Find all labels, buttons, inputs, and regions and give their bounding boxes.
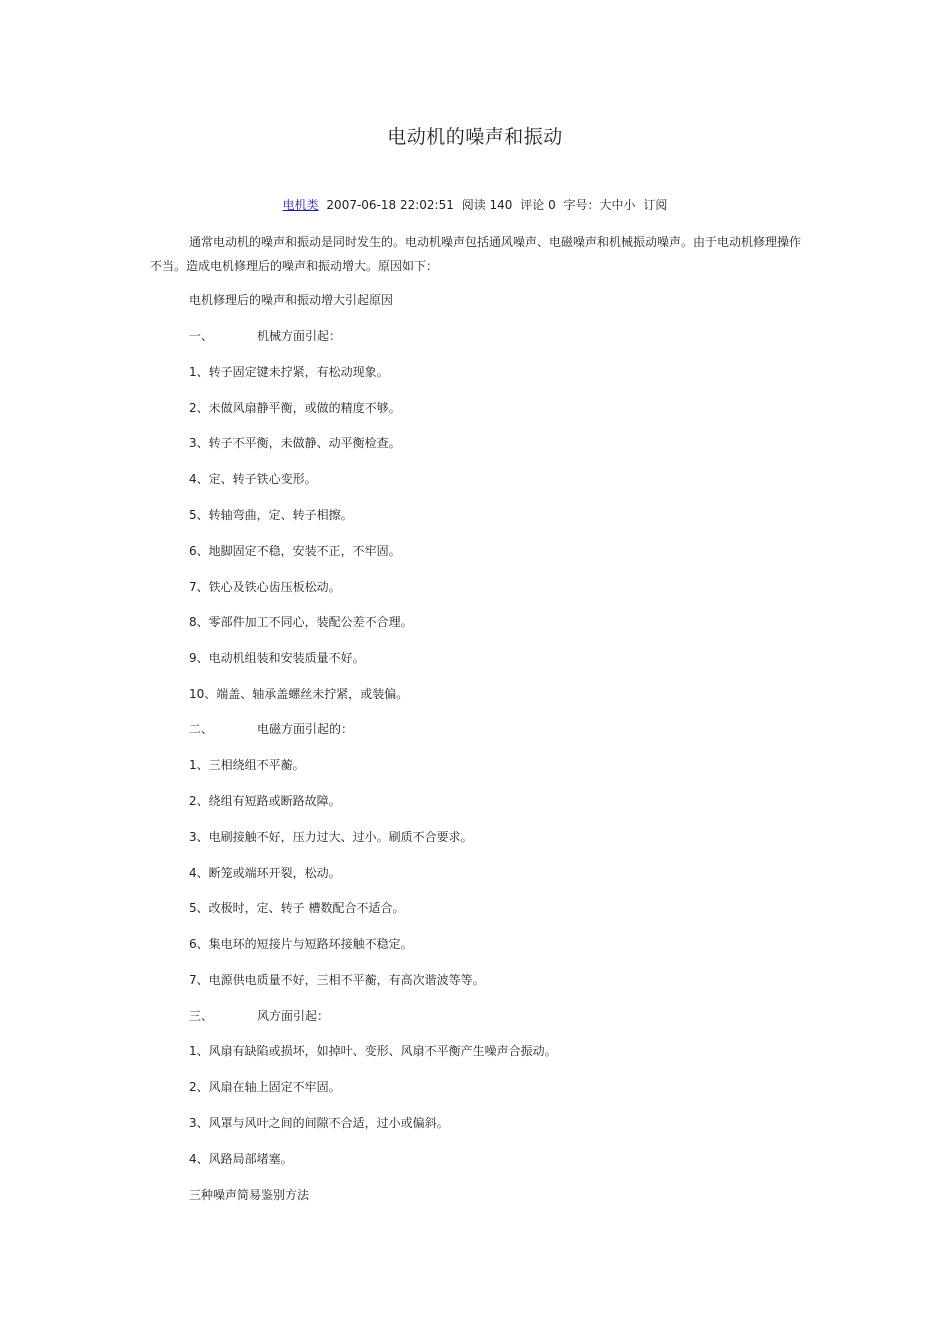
post-datetime: 2007-06-18 22:02:51 [326, 198, 454, 212]
list-item: 2、风扇在轴上固定不牢固。 [189, 1080, 341, 1094]
list-item: 5、转轴弯曲，定、转子相擦。 [189, 508, 353, 522]
font-size-control[interactable]: 字号：大中小 [563, 198, 636, 212]
subscribe-link[interactable]: 订阅 [643, 198, 668, 212]
list-item: 5、改极时，定、转子 槽数配合不适合。 [189, 901, 405, 915]
list-item: 7、铁心及铁心齿压板松动。 [189, 580, 341, 594]
list-item: 1、三相绕组不平蘅。 [189, 758, 305, 772]
category-link[interactable]: 电机类 [282, 198, 319, 212]
comment-count[interactable]: 评论 0 [520, 198, 556, 212]
section-title: 电磁方面引起的： [257, 722, 354, 736]
section-heading-electromagnetic [189, 721, 353, 737]
section-heading-mechanical [189, 328, 341, 344]
list-item: 3、风罩与风叶之间的间隙不合适，过小或偏斜。 [189, 1116, 449, 1130]
read-count: 阅读 140 [461, 198, 513, 212]
section-title: 风方面引起： [257, 1009, 330, 1023]
list-item: 2、未做风扇静平衡，或做的精度不够。 [189, 401, 401, 415]
list-item: 1、转子固定键未拧紧，有松动现象。 [189, 365, 389, 379]
list-item: 9、电动机组装和安装质量不好。 [189, 651, 365, 665]
intro-paragraph: 通常电动机的噪声和振动是同时发生的。电动机噪声包括通风噪声、电磁噪声和机械振动噪声。由于电动机修理操作不当。造成电机修理后的噪声和振动增大。原因如下： [150, 235, 802, 273]
list-item: 1、风扇有缺陷或损坏，如掉叶、变形、风扇不平衡产生噪声合振动。 [189, 1044, 557, 1058]
list-item: 4、定、转子铁心变形。 [189, 472, 317, 486]
page-title: 电动机的噪声和振动 [387, 126, 563, 148]
list-item: 3、转子不平衡，未做静、动平衡检查。 [189, 436, 401, 450]
article-meta [0, 196, 950, 213]
section-heading-wind [189, 1008, 329, 1024]
list-item: 10、端盖、轴承盖螺丝未拧紧，或装偏。 [189, 687, 409, 701]
list-item: 6、地脚固定不稳，安装不正，不牢固。 [189, 544, 401, 558]
list-item: 2、绕组有短路或断路故障。 [189, 794, 341, 808]
list-item: 3、电刷接触不好，压力过大、过小。刷质不合要求。 [189, 830, 473, 844]
list-item: 4、风路局部堵塞。 [189, 1152, 293, 1166]
section-number: 二、 [189, 722, 214, 736]
list-item: 4、断笼或端环开裂，松动。 [189, 866, 341, 880]
section-heading-identification: 三种噪声简易鉴别方法 [189, 1188, 310, 1202]
section-number: 三、 [189, 1009, 214, 1023]
list-item: 6、集电环的短接片与短路环接触不稳定。 [189, 937, 413, 951]
section-intro-heading: 电机修理后的噪声和振动增大引起原因 [189, 293, 394, 307]
section-title: 机械方面引起： [257, 329, 342, 343]
list-item: 8、零部件加工不同心，装配公差不合理。 [189, 615, 413, 629]
list-item: 7、电源供电质量不好，三相不平蘅，有高次谐波等等。 [189, 973, 485, 987]
section-number: 一、 [189, 329, 214, 343]
